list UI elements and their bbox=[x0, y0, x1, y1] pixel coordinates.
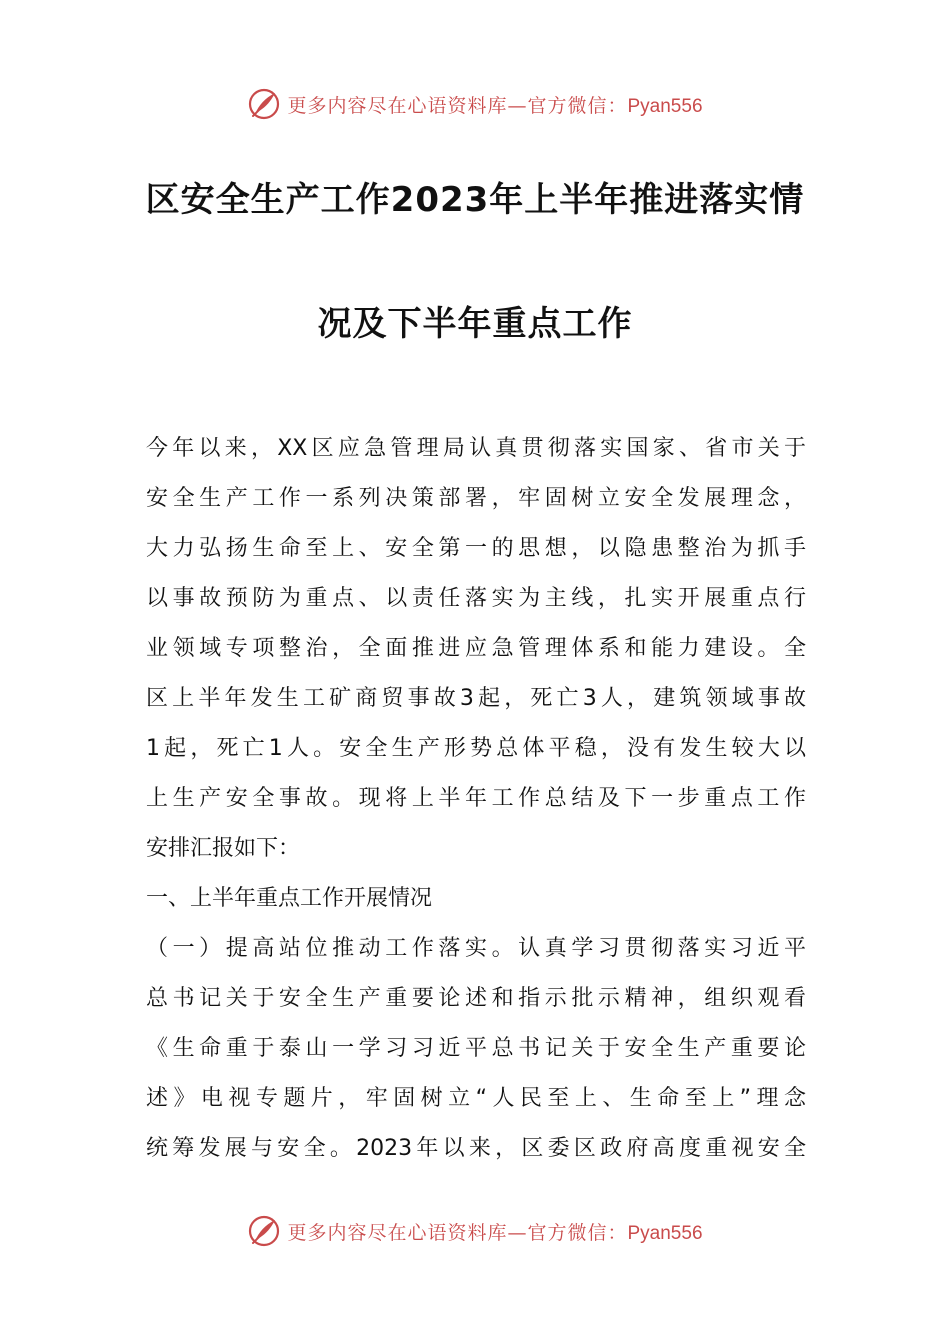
body-line: 总书记关于安全生产重要论述和指示批示精神，组织观看 bbox=[146, 986, 806, 1011]
body-line: 上生产安全事故。现将上半年工作总结及下一步重点工作 bbox=[146, 786, 806, 811]
body-line: （一）提高站位推动工作落实。认真学习贯彻落实习近平 bbox=[146, 936, 806, 961]
feather-pen-logo-icon bbox=[247, 1214, 281, 1248]
section-heading: 一、上半年重点工作开展情况 bbox=[146, 886, 433, 911]
feather-pen-logo-icon bbox=[247, 87, 281, 121]
document-title-line-1: 区安全生产工作2023年上半年推进落实情 bbox=[145, 180, 805, 220]
body-line: 述》电视专题片，牢固树立“人民至上、生命至上”理念 bbox=[146, 1086, 806, 1111]
body-line: 统筹发展与安全。2023年以来，区委区政府高度重视安全 bbox=[146, 1136, 806, 1161]
body-line: 安全生产工作一系列决策部署，牢固树立安全发展理念， bbox=[146, 486, 806, 511]
document-title-line-2: 况及下半年重点工作 bbox=[317, 304, 633, 344]
wechat-id: Pyan556 bbox=[627, 1222, 703, 1244]
footer-watermark-banner bbox=[0, 1211, 950, 1251]
body-line: 《生命重于泰山一学习习近平总书记关于安全生产重要论 bbox=[146, 1036, 806, 1061]
body-line: 今年以来，XX区应急管理局认真贯彻落实国家、省市关于 bbox=[146, 436, 806, 461]
header-watermark-banner bbox=[0, 84, 950, 124]
watermark-text: 更多内容尽在心语资料库—官方微信：Pyan556 bbox=[287, 94, 703, 117]
body-line: 安排汇报如下： bbox=[146, 836, 301, 861]
document-body bbox=[146, 424, 806, 1174]
wechat-id: Pyan556 bbox=[627, 95, 703, 117]
watermark-text: 更多内容尽在心语资料库—官方微信：Pyan556 bbox=[287, 1221, 703, 1244]
body-line: 1起，死亡1人。安全生产形势总体平稳，没有发生较大以 bbox=[146, 736, 806, 761]
body-line: 大力弘扬生命至上、安全第一的思想，以隐患整治为抓手 bbox=[146, 536, 806, 561]
body-line: 区上半年发生工矿商贸事故3起，死亡3人，建筑领域事故 bbox=[146, 686, 806, 711]
body-line: 以事故预防为重点、以责任落实为主线，扎实开展重点行 bbox=[146, 586, 806, 611]
body-line: 业领域专项整治，全面推进应急管理体系和能力建设。全 bbox=[146, 636, 806, 661]
